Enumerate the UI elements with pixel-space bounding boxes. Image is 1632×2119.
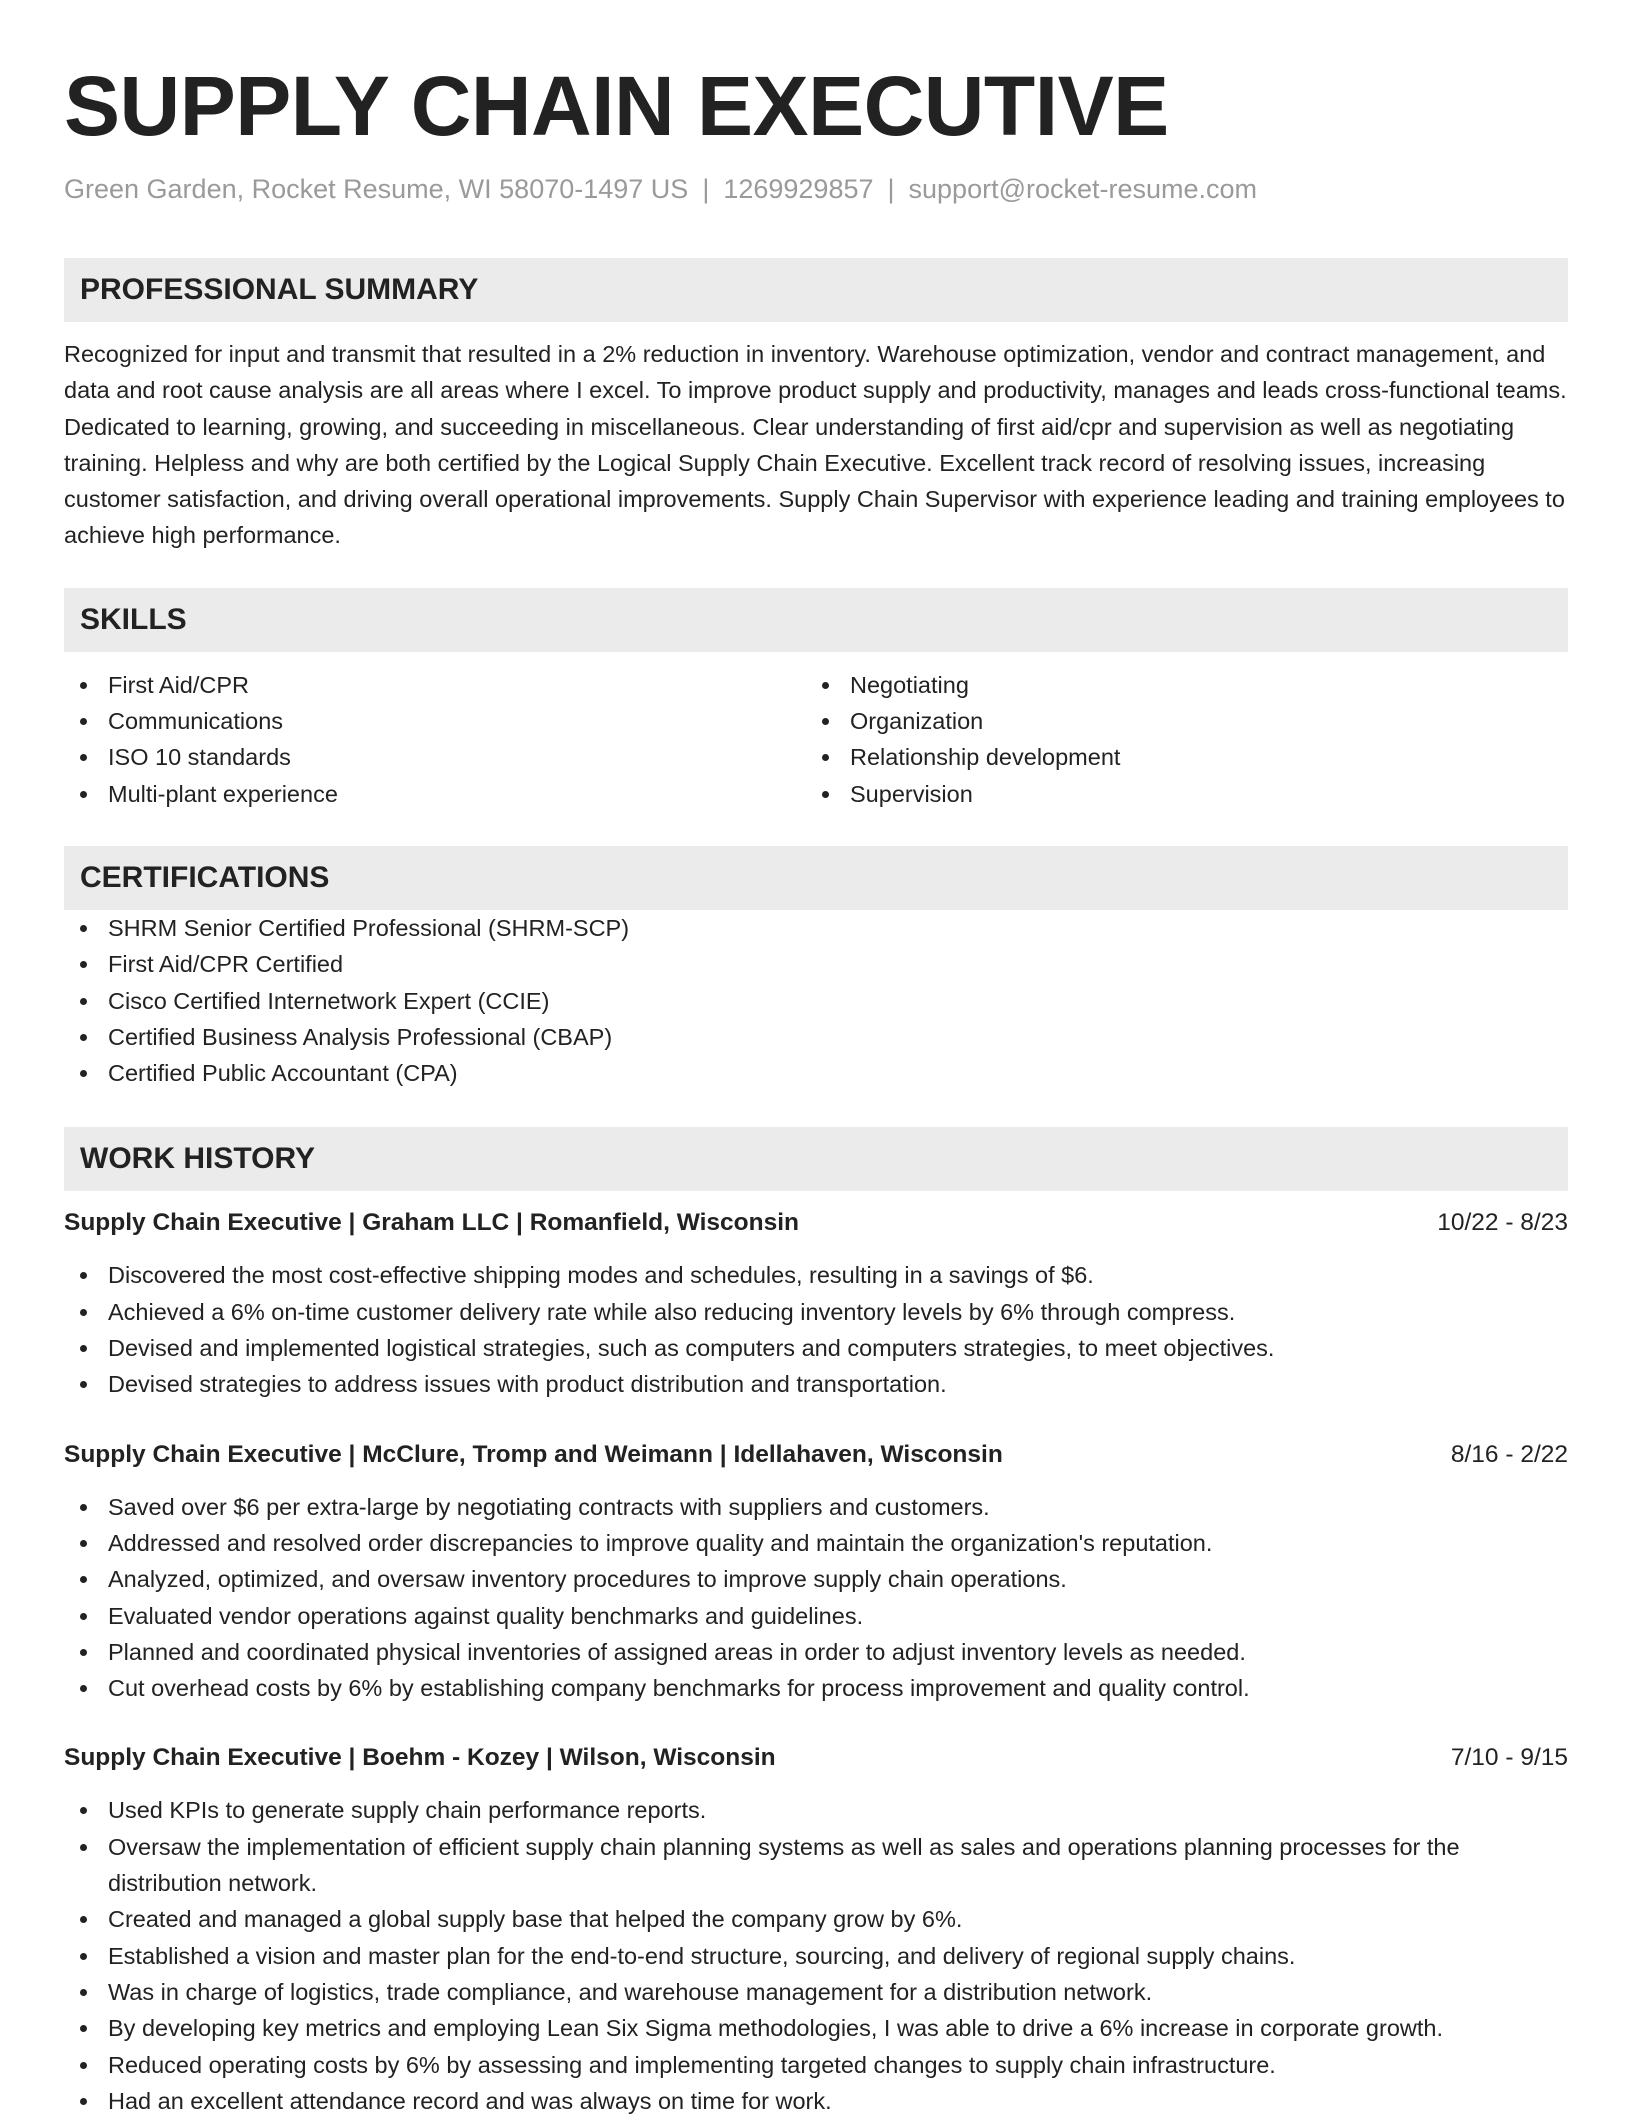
job-bullet: Cut overhead costs by 6% by establishing company benchmarks for process improvement and quality control. — [64, 1670, 1568, 1706]
job-header — [64, 1437, 1568, 1473]
job-bullet: Discovered the most cost-effective shipping modes and schedules, resulting in a savings of $6. — [64, 1257, 1568, 1293]
job-bullet: Was in charge of logistics, trade compliance, and warehouse management for a distribution network. — [64, 1974, 1568, 2010]
contact-phone: 1269929857 — [723, 174, 874, 204]
certification-item: SHRM Senior Certified Professional (SHRM-SCP) — [64, 910, 1568, 946]
job-dates: 10/22 - 8/23 — [1437, 1209, 1568, 1237]
job-bullet: Addressed and resolved order discrepancies to improve quality and maintain the organization's reputation. — [64, 1525, 1568, 1561]
job-bullet: By developing key metrics and employing Lean Six Sigma methodologies, I was able to drive a 6% increase in corporate growth. — [64, 2010, 1568, 2046]
skills-heading: SKILLS — [64, 588, 1568, 652]
contact-separator: | — [887, 174, 895, 204]
certifications-list — [64, 910, 1568, 1091]
certification-item: Cisco Certified Internetwork Expert (CCIE) — [64, 983, 1568, 1019]
job-bullet: Analyzed, optimized, and oversaw inventory procedures to improve supply chain operations. — [64, 1561, 1568, 1597]
certifications-section — [64, 846, 1568, 1091]
job-bullets — [64, 1489, 1568, 1707]
skill-item: First Aid/CPR — [64, 667, 806, 703]
contact-address: Green Garden, Rocket Resume, WI 58070-1497 US — [64, 174, 689, 204]
job-title: Supply Chain Executive | Boehm - Kozey | Wilson, Wisconsin — [64, 1744, 776, 1772]
job-bullet: Reduced operating costs by 6% by assessing and implementing targeted changes to supply chain infrastructure. — [64, 2047, 1568, 2083]
job-bullet: Oversaw the implementation of efficient supply chain planning systems as well as sales and operations planning processes for the distribution network. — [64, 1829, 1568, 1902]
summary-section — [64, 258, 1568, 554]
skill-item: ISO 10 standards — [64, 739, 806, 775]
job-bullet: Saved over $6 per extra-large by negotiating contracts with suppliers and customers. — [64, 1489, 1568, 1525]
job-bullet: Established a vision and master plan for the end-to-end structure, sourcing, and delivery of regional supply chains. — [64, 1938, 1568, 1974]
resume-name: SUPPLY CHAIN EXECUTIVE — [64, 59, 1169, 153]
summary-heading: PROFESSIONAL SUMMARY — [64, 258, 1568, 322]
job-header — [64, 1740, 1568, 1776]
job-dates: 7/10 - 9/15 — [1450, 1744, 1568, 1772]
contact-separator: | — [702, 174, 710, 204]
job-title: Supply Chain Executive | McClure, Tromp and Weimann | Idellahaven, Wisconsin — [64, 1440, 1003, 1468]
contact-line — [64, 172, 1568, 206]
certification-item: First Aid/CPR Certified — [64, 946, 1568, 982]
skills-section — [64, 588, 1568, 812]
certification-item: Certified Business Analysis Professional (CBAP) — [64, 1019, 1568, 1055]
skill-item: Relationship development — [806, 739, 1548, 775]
skills-grid — [64, 667, 1568, 812]
skill-item: Multi-plant experience — [64, 776, 806, 812]
job-bullets — [64, 1257, 1568, 1402]
skill-item: Supervision — [806, 776, 1548, 812]
job-bullet: Devised and implemented logistical strategies, such as computers and computers strategies, to meet objectives. — [64, 1330, 1568, 1366]
certification-item: Certified Public Accountant (CPA) — [64, 1055, 1568, 1091]
contact-email: support@rocket-resume.com — [908, 174, 1258, 204]
job-bullet: Had an excellent attendance record and was always on time for work. — [64, 2083, 1568, 2119]
work-history-section — [64, 1127, 1568, 2119]
skills-column-left — [64, 667, 806, 812]
skill-item: Negotiating — [806, 667, 1548, 703]
job-entry — [64, 1205, 1568, 1402]
skill-item: Communications — [64, 703, 806, 739]
job-title: Supply Chain Executive | Graham LLC | Romanfield, Wisconsin — [64, 1209, 800, 1237]
work-history-heading: WORK HISTORY — [64, 1127, 1568, 1191]
job-header — [64, 1205, 1568, 1241]
job-bullet: Used KPIs to generate supply chain performance reports. — [64, 1792, 1568, 1828]
job-bullet: Created and managed a global supply base that helped the company grow by 6%. — [64, 1901, 1568, 1937]
job-bullet: Devised strategies to address issues with product distribution and transportation. — [64, 1366, 1568, 1402]
job-entry — [64, 1740, 1568, 2119]
certifications-heading: CERTIFICATIONS — [64, 846, 1568, 910]
job-bullet: Planned and coordinated physical inventories of assigned areas in order to adjust inventory levels as needed. — [64, 1634, 1568, 1670]
job-bullets — [64, 1792, 1568, 2119]
job-entry — [64, 1437, 1568, 1707]
summary-text: Recognized for input and transmit that resulted in a 2% reduction in inventory. Warehouse optimization, vendor and contract management, and data and root cause analysis are all areas where I excel. To improve product supply and productivity, manages and leads cross-functional teams. Dedicated to learning, growing, and succeeding in miscellaneous. Clear understanding of first aid/cpr and supervision as well as negotiating training. Helpless and why are both certified by the Logical Supply Chain Executive. Excellent track record of resolving issues, increasing customer satisfaction, and driving overall operational improvements. Supply Chain Supervisor with experience leading and training employees to achieve high performance. — [64, 341, 1567, 549]
job-bullet: Evaluated vendor operations against quality benchmarks and guidelines. — [64, 1598, 1568, 1634]
job-bullet: Achieved a 6% on-time customer delivery rate while also reducing inventory levels by 6% through compress. — [64, 1294, 1568, 1330]
skill-item: Organization — [806, 703, 1548, 739]
job-dates: 8/16 - 2/22 — [1450, 1440, 1568, 1468]
skills-column-right — [806, 667, 1548, 812]
